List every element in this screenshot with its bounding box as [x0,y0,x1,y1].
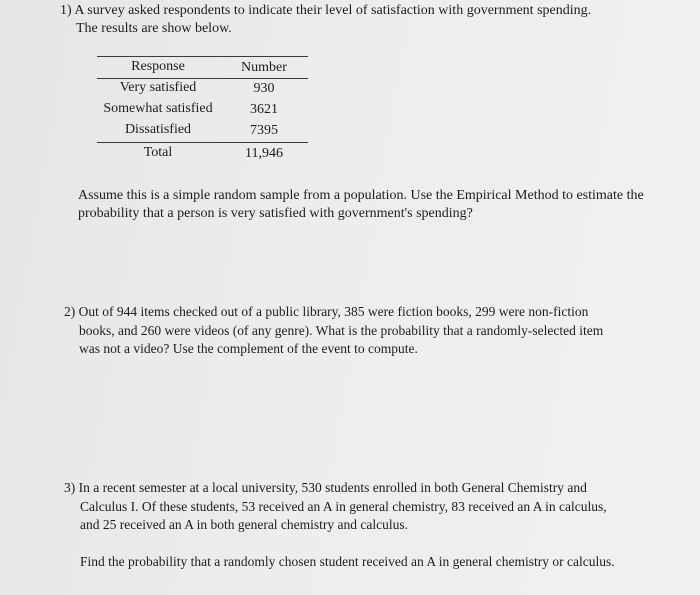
table-cell-number: 930 [253,81,275,96]
question-3-number: 3) [64,480,76,495]
question-1-prompt [78,187,644,223]
table-cell-response: Somewhat satisfied [103,101,213,116]
question-2-line-3: was not a video? Use the complement of the event to compute. [79,341,418,356]
table-header-rule [97,78,308,79]
question-2-line-1: Out of 944 items checked out of a public library, 385 were fiction books, 299 were non-fiction [78,304,589,319]
table-header-number: Number [241,60,287,75]
question-2-line-2: books, and 260 were videos (of any genre). What is the probability that a randomly-selected item [79,322,604,338]
question-1-number: 1) [60,3,72,18]
table-cell-response: Total [143,145,173,160]
table-cell-response: Very satisfied [119,80,197,95]
table-total-rule [97,142,308,143]
table-cell-response: Dissatisfied [124,122,192,137]
question-2-number: 2) [64,304,76,319]
question-3-line-2: Calculus I. Of these students, 53 received an A in general chemistry, 83 received an A in calculus, [80,498,607,514]
question-1-intro [60,2,591,38]
question-1-intro-line-2: The results are show below. [76,21,232,36]
question-3-line-1: In a recent semester at a local university, 530 students enrolled in both General Chemistry and [78,480,587,495]
table-cell-number: 7395 [250,123,278,138]
question-3-line-3: and 25 received an A in both general chemistry and calculus. [80,517,409,532]
table-header-response: Response [131,59,185,74]
question-1-intro-line-1: A survey asked respondents to indicate their level of satisfaction with government spending. [74,3,592,18]
question-3-find [80,553,615,572]
table-cell-number: 3621 [250,102,278,117]
question-3-find-line: Find the probability that a randomly chosen student received an A in general chemistry or calculus. [80,554,615,569]
table-cell-number: 11,946 [245,146,283,161]
question-3 [64,479,607,535]
table-top-rule [97,56,308,57]
question-1-prompt-line-1: Assume this is a simple random sample from a population. Use the Empirical Method to estimate the [78,188,644,203]
question-1-prompt-line-2: probability that a person is very satisfied with government's spending? [78,206,473,221]
question-2 [64,303,603,359]
